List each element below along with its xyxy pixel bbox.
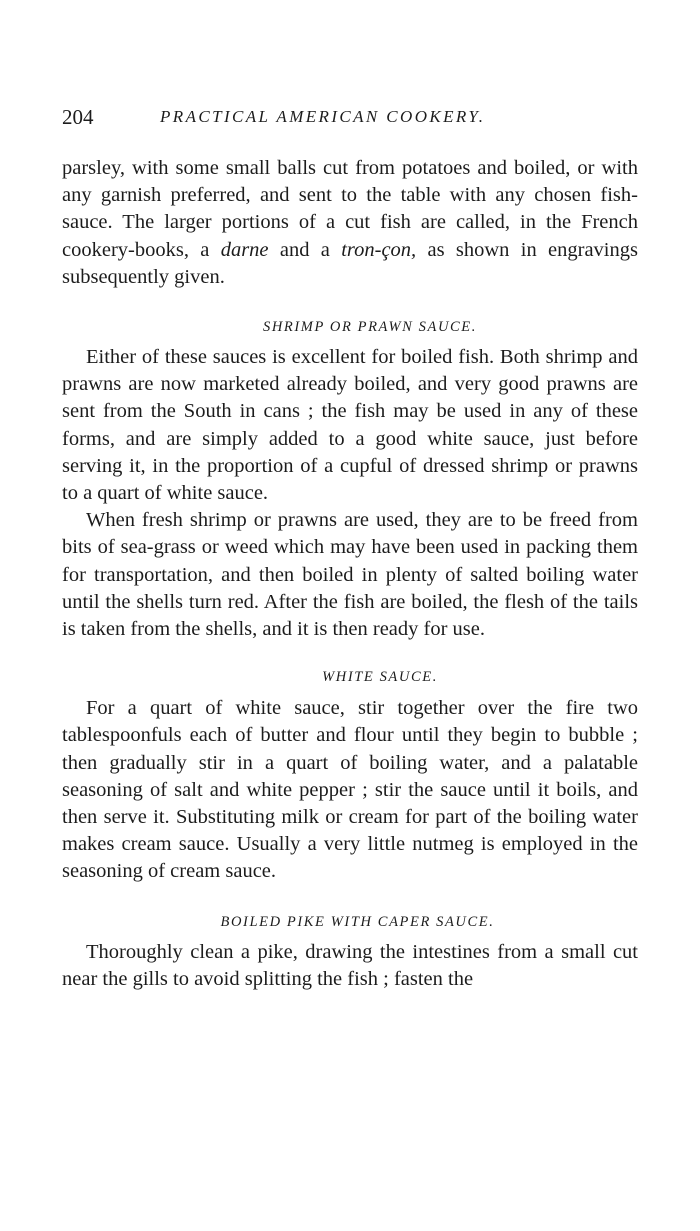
section-heading-white-sauce: WHITE SAUCE. <box>322 669 438 686</box>
running-title: PRACTICAL AMERICAN COOKERY. <box>160 107 486 126</box>
white-sauce-paragraph: For a quart of white sauce, stir together over the fire two tablespoonfuls each of butter and flour until they begin to bubble ; then gradually stir in a quart of boiling water, and a palatable seasoning of salt and white pepper ; stir the sauce until it boils, and then serve it. Substituting milk or cream for part of the boiling water makes cream sauce. Usually a very little nutmeg is employed in the seasoning of cream sauce. <box>62 697 638 883</box>
italic-term: darne <box>220 238 269 261</box>
section-heading-shrimp-sauce: SHRIMP OR PRAWN SAUCE. <box>262 319 477 336</box>
page-header <box>62 105 638 135</box>
shrimp-paragraph-1: Either of these sauces is excellent for boiled fish. Both shrimp and prawns are now marketed already boiled, and very good prawns are sent from the South in cans ; the fish may be used in any of these forms, and are simply added to a good white sauce, just before serving it, in the proportion of a cupful of dressed shrimp or prawns to a quart of white sauce. <box>62 346 638 505</box>
pike-paragraph: Thoroughly clean a pike, drawing the intestines from a small cut near the gills to avoid splitting the fish ; fasten the <box>62 940 638 990</box>
continued-paragraph <box>62 155 638 291</box>
section-heading-boiled-pike: BOILED PIKE WITH CAPER SAUCE. <box>220 913 495 930</box>
shrimp-paragraph-2: When fresh shrimp or prawns are used, they are to be freed from bits of sea-grass or weed which may have been used in packing them for transportation, and then boiled in plenty of salted boiling water until the shells turn red. After the fish are boiled, the flesh of the tails is taken from the shells, and it is then ready for use. <box>62 509 638 641</box>
page-number: 204 <box>62 105 94 129</box>
italic-term: tron-çon, <box>341 238 417 261</box>
paragraph-text: as shown in engravings subsequently given. <box>62 238 638 288</box>
paragraph-text: parsley, with some small balls cut from potatoes and boiled, or with any garnish preferred, and sent to the table with any chosen fish-sauce. The larger portions of a cut fish are called, in the French cookery-books, a <box>62 157 638 261</box>
page-body <box>62 155 638 993</box>
paragraph-text: and a <box>268 238 342 261</box>
